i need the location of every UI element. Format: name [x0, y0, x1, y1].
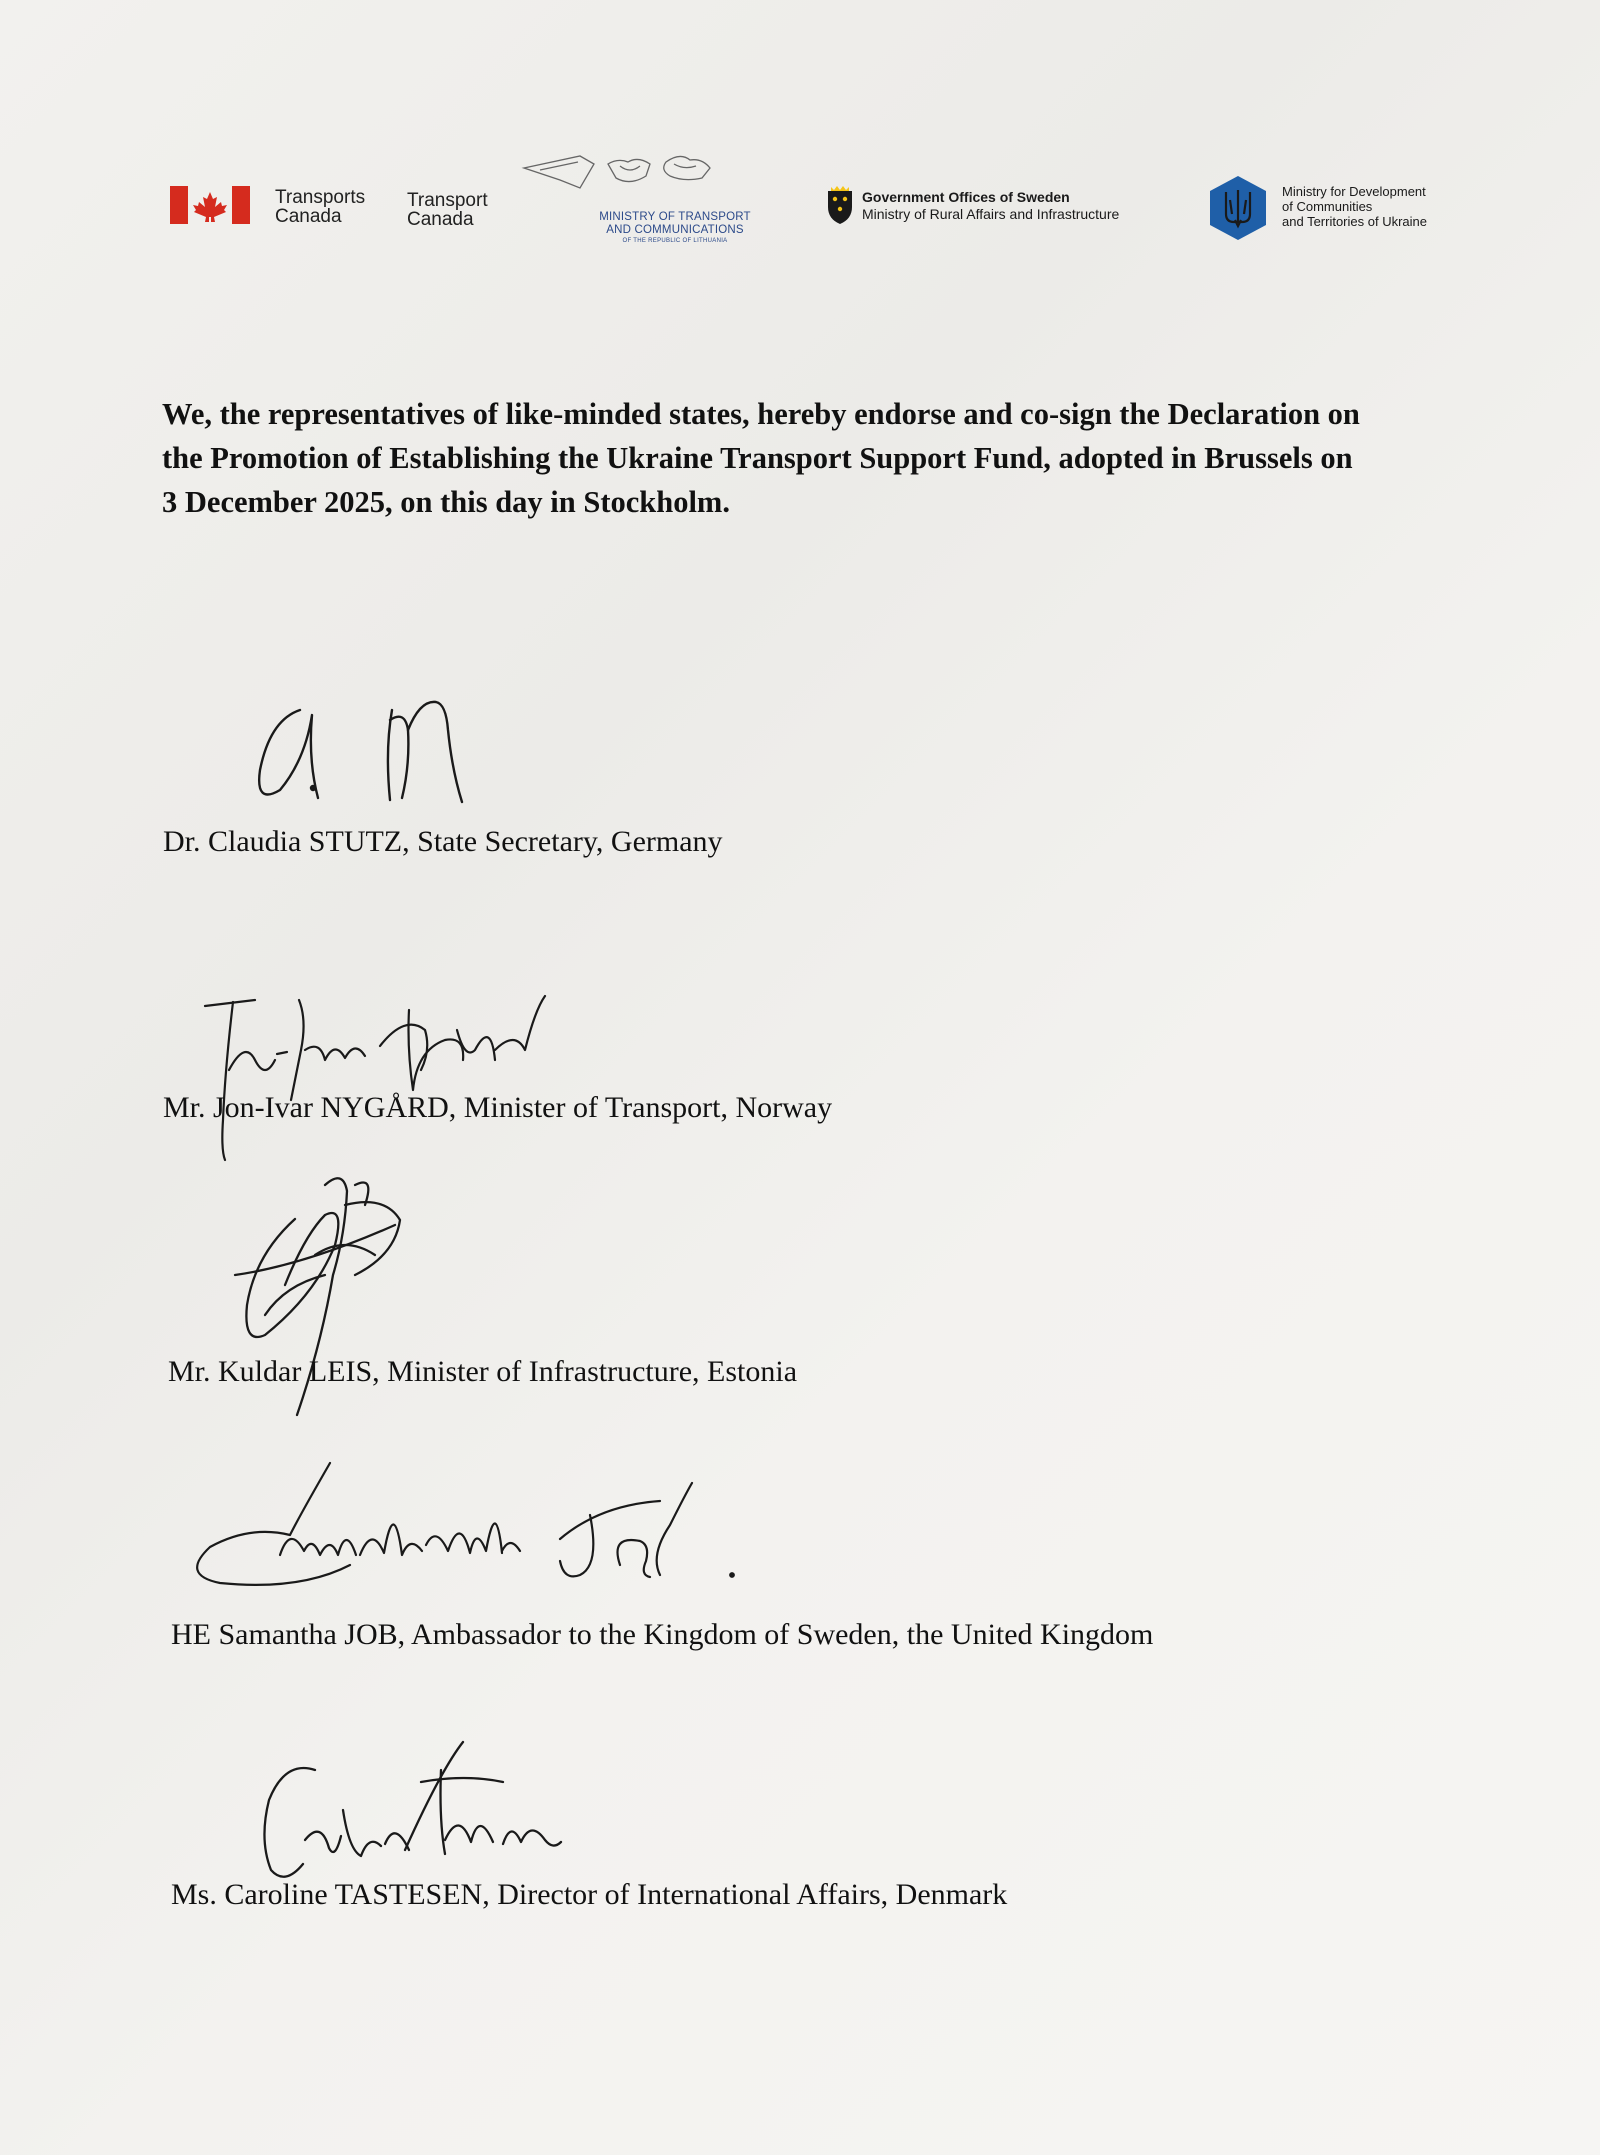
se-line-1: Government Offices of Sweden: [862, 189, 1070, 205]
lithuania-ministry-wordmark: [585, 211, 765, 246]
signature-nygard-icon: [195, 990, 575, 1170]
canada-en-line-1: Transports: [275, 187, 366, 208]
declaration-line-2: the Promotion of Establishing the Ukraine Transport Support Fund, adopted in Brussels on: [162, 441, 1353, 475]
signatory-job: HE Samantha JOB, Ambassador to the Kingdom of Sweden, the United Kingdom: [171, 1618, 1154, 1651]
declaration-line-1: We, the representatives of like-minded states, hereby endorse and co-sign the Declaration on: [162, 397, 1360, 431]
canada-en-line-2: Canada: [275, 206, 342, 227]
ukraine-ministry-wordmark: [1282, 184, 1427, 229]
signature-job-icon: [180, 1455, 750, 1605]
ukraine-trident-hexagon-icon: [1206, 174, 1270, 242]
sweden-crown-shield-icon: [825, 185, 855, 225]
transport-canada-wordmark: [407, 191, 488, 229]
lt-line-3: OF THE REPUBLIC OF LITHUANIA: [622, 238, 728, 244]
signature-stutz-icon: [240, 690, 520, 820]
se-line-2: Ministry of Rural Affairs and Infrastructure: [862, 206, 1120, 222]
sweden-government-wordmark: [862, 189, 1119, 223]
canada-fr-line-1: Transport: [407, 190, 488, 211]
declaration-paragraph: [162, 392, 1492, 524]
signatory-tastesen: Ms. Caroline TASTESEN, Director of International Affairs, Denmark: [171, 1878, 1008, 1911]
canada-fr-line-2: Canada: [407, 209, 474, 230]
signatory-stutz: Dr. Claudia STUTZ, State Secretary, Germany: [163, 825, 723, 858]
signature-tastesen-icon: [245, 1730, 585, 1890]
canada-flag-icon: [170, 186, 250, 224]
signatory-leis: Mr. Kuldar LEIS, Minister of Infrastructure, Estonia: [168, 1355, 798, 1388]
ua-line-3: and Territories of Ukraine: [1282, 214, 1427, 229]
lt-line-2: AND COMMUNICATIONS: [606, 224, 744, 236]
ua-line-2: of Communities: [1282, 199, 1373, 214]
transports-canada-wordmark: [275, 188, 365, 226]
declaration-line-3: 3 December 2025, on this day in Stockholm.: [162, 485, 730, 519]
ua-line-1: Ministry for Development: [1282, 184, 1426, 199]
lt-line-1: MINISTRY OF TRANSPORT: [599, 211, 751, 223]
signatory-nygard: Mr. Jon-Ivar NYGÅRD, Minister of Transport, Norway: [163, 1091, 833, 1124]
